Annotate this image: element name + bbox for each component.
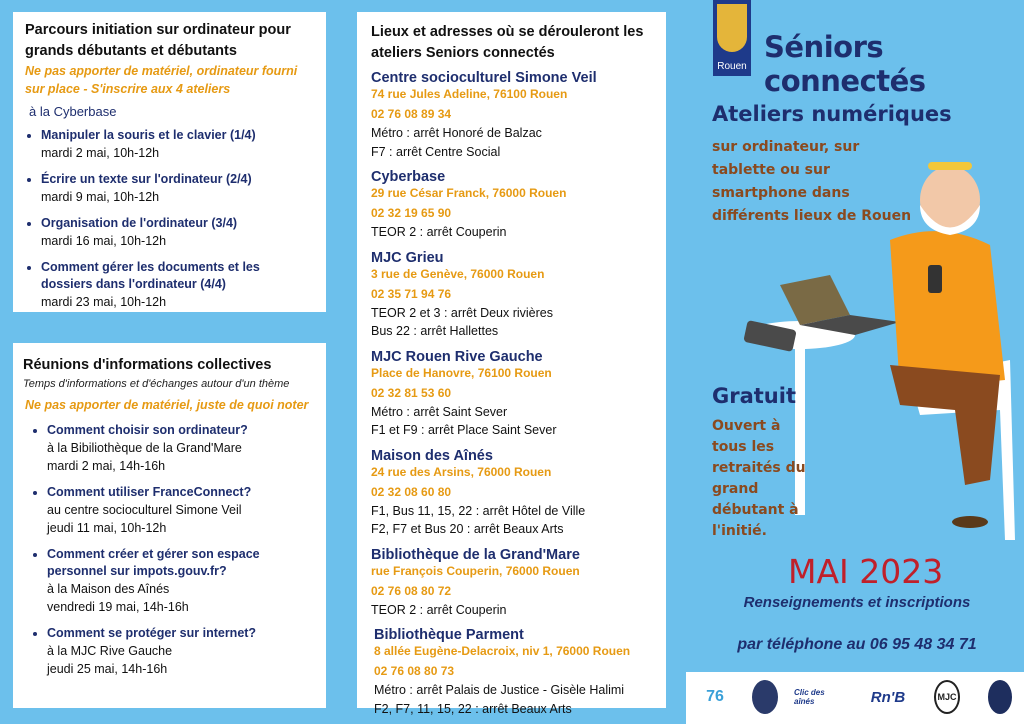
item-title: • Comment se protéger sur internet? bbox=[47, 626, 257, 640]
place-phone: 02 32 81 53 60 bbox=[371, 385, 452, 400]
item-title: • Comment créer et gérer son espace personnel sur impots.gouv.fr? bbox=[47, 547, 260, 578]
place-transport: F1, Bus 11, 15, 22 : arrêt Hôtel de Ville bbox=[371, 503, 586, 518]
item-date: jeudi 25 mai, 14h-16h bbox=[47, 662, 168, 676]
item-date: mardi 16 mai, 10h-12h bbox=[41, 234, 167, 248]
list-item bbox=[47, 546, 316, 616]
list-item bbox=[47, 484, 316, 537]
place-name: MJC Rouen Rive Gauche bbox=[371, 348, 543, 365]
place-address: 74 rue Jules Adeline, 76100 Rouen bbox=[371, 87, 568, 101]
place-transport: Bus 22 : arrêt Hallettes bbox=[371, 324, 499, 338]
lieux-card bbox=[357, 12, 666, 716]
mjc-logo: MJC bbox=[934, 680, 960, 714]
place-entry bbox=[371, 70, 652, 161]
place-entry bbox=[371, 169, 652, 242]
initiation-note: Ne pas apporter de matériel, ordinateur fourni sur place - S'inscrire aux 4 ateliers bbox=[25, 64, 298, 96]
place-phone: 02 76 08 80 72 bbox=[371, 583, 452, 598]
place-entry bbox=[371, 448, 652, 539]
seine-maritime-logo: 76 bbox=[706, 688, 724, 705]
sandal bbox=[952, 516, 988, 528]
list-item bbox=[47, 625, 316, 678]
item-title: • Comment choisir son ordinateur? bbox=[47, 423, 248, 437]
place-transport: Métro : arrêt Honoré de Balzac bbox=[371, 126, 542, 140]
trousers bbox=[890, 365, 1000, 485]
gratuit-label: Gratuit bbox=[712, 384, 796, 408]
reunions-subtitle: Temps d'informations et d'échanges autour d'un thème bbox=[23, 378, 290, 390]
initiation-card bbox=[13, 12, 326, 312]
reunions-list bbox=[23, 422, 316, 678]
reunions-note: Ne pas apporter de matériel, juste de quoi noter bbox=[25, 398, 309, 412]
item-date: mardi 23 mai, 10h-12h bbox=[41, 295, 167, 309]
initiation-title: Parcours initiation sur ordinateur pour grands débutants et débutants bbox=[25, 22, 291, 59]
glasses-icon bbox=[928, 162, 972, 170]
place-transport: Métro : arrêt Palais de Justice - Gisèle Halimi bbox=[374, 683, 625, 697]
place-address: 3 rue de Genève, 76000 Rouen bbox=[371, 266, 545, 281]
item-date: mardi 2 mai, 14h-16h bbox=[47, 459, 166, 473]
initiation-list bbox=[25, 127, 314, 311]
reunions-card bbox=[13, 343, 326, 708]
renseignements-text: Renseignements et inscriptions bbox=[743, 594, 971, 611]
place-name: Cyberbase bbox=[371, 169, 446, 185]
place-entry bbox=[371, 547, 652, 620]
place-name: Centre socioculturel Simone Veil bbox=[371, 70, 597, 86]
subtitle: Ateliers numériques bbox=[712, 102, 952, 126]
rouen-logo bbox=[713, 0, 751, 76]
place-phone: 02 76 08 80 73 bbox=[374, 664, 455, 678]
item-title: • Comment utiliser FranceConnect? bbox=[47, 485, 252, 499]
initiation-location: à la Cyberbase bbox=[29, 104, 117, 119]
logo-text: Rouen bbox=[717, 61, 747, 72]
item-title: • Organisation de l'ordinateur (3/4) bbox=[41, 216, 238, 230]
list-item bbox=[41, 215, 314, 250]
place-name: MJC Grieu bbox=[371, 249, 444, 266]
item-place: à la Bibiliothèque de la Grand'Mare bbox=[47, 441, 242, 455]
item-place: à la MJC Rive Gauche bbox=[47, 644, 173, 658]
list-item bbox=[41, 127, 314, 162]
place-transport: F2, F7 et Bus 20 : arrêt Beaux Arts bbox=[371, 522, 564, 536]
place-address: 8 allée Eugène-Delacroix, niv 1, 76000 Rouen bbox=[374, 644, 631, 658]
place-entry bbox=[371, 250, 652, 341]
partner-logo bbox=[988, 680, 1012, 714]
coat-of-arms-icon bbox=[717, 4, 747, 52]
item-place: au centre socioculturel Simone Veil bbox=[47, 503, 242, 517]
place-entry bbox=[374, 627, 652, 718]
shirt bbox=[890, 231, 1005, 390]
place-entry bbox=[371, 349, 652, 440]
list-item bbox=[47, 422, 316, 475]
place-address: 24 rue des Arsins, 76000 Rouen bbox=[371, 464, 552, 479]
place-transport: TEOR 2 : arrêt Couperin bbox=[371, 602, 507, 617]
place-name: Bibliothèque Parment bbox=[374, 627, 524, 643]
lieux-title: Lieux et adresses où se dérouleront les ateliers Seniors connectés bbox=[371, 24, 644, 61]
place-transport: TEOR 2 : arrêt Couperin bbox=[371, 225, 507, 239]
item-title: • Comment gérer les documents et les dossiers dans l'ordinateur (4/4) bbox=[41, 260, 260, 291]
place-address: 29 rue César Franck, 76000 Rouen bbox=[371, 186, 567, 200]
smartphone-icon bbox=[928, 265, 942, 293]
place-transport: F1 et F9 : arrêt Place Saint Sever bbox=[371, 423, 557, 437]
place-phone: 02 32 19 65 90 bbox=[371, 206, 452, 220]
item-place: à la Maison des Aînés bbox=[47, 582, 170, 596]
place-phone: 02 32 08 60 80 bbox=[371, 484, 452, 499]
item-date: mardi 2 mai, 10h-12h bbox=[41, 146, 160, 160]
place-address: rue François Couperin, 76000 Rouen bbox=[371, 563, 580, 578]
place-transport: F2, F7, 11, 15, 22 : arrêt Beaux Arts bbox=[374, 701, 572, 716]
place-transport: TEOR 2 et 3 : arrêt Deux rivières bbox=[371, 305, 554, 320]
place-name: Maison des Aînés bbox=[371, 447, 493, 464]
item-title: • Manipuler la souris et le clavier (1/4) bbox=[41, 128, 256, 142]
reunions-title: Réunions d'informations collectives bbox=[23, 357, 272, 373]
item-title: • Écrire un texte sur l'ordinateur (2/4) bbox=[41, 172, 252, 186]
open-to-text: Ouvert à tous les retraités du grand débutant à l'initié. bbox=[712, 418, 806, 539]
circle-logo bbox=[752, 680, 778, 714]
item-date: vendredi 19 mai, 14h-16h bbox=[47, 600, 189, 614]
rnb-logo: Rn'B bbox=[870, 688, 906, 706]
place-transport: Métro : arrêt Saint Sever bbox=[371, 404, 508, 419]
place-name: Bibliothèque de la Grand'Mare bbox=[371, 546, 580, 563]
list-item bbox=[41, 171, 314, 206]
place-address: Place de Hanovre, 76100 Rouen bbox=[371, 365, 552, 380]
item-date: mardi 9 mai, 10h-12h bbox=[41, 190, 160, 204]
phone-text: par téléphone au 06 95 48 34 71 bbox=[737, 636, 977, 653]
month-label: MAI 2023 bbox=[788, 552, 944, 591]
place-phone: 02 76 08 89 34 bbox=[371, 107, 452, 121]
item-date: jeudi 11 mai, 10h-12h bbox=[47, 521, 167, 535]
clic-aines-logo: Clic des aînés bbox=[794, 688, 825, 706]
partner-logos bbox=[686, 672, 1024, 724]
main-title: Séniors connectés bbox=[764, 30, 926, 98]
place-phone: 02 35 71 94 76 bbox=[371, 286, 452, 301]
list-item bbox=[41, 259, 314, 311]
place-transport: F7 : arrêt Centre Social bbox=[371, 144, 501, 159]
description: sur ordinateur, sur tablette ou sur smartphone dans différents lieux de Rouen bbox=[712, 139, 912, 224]
